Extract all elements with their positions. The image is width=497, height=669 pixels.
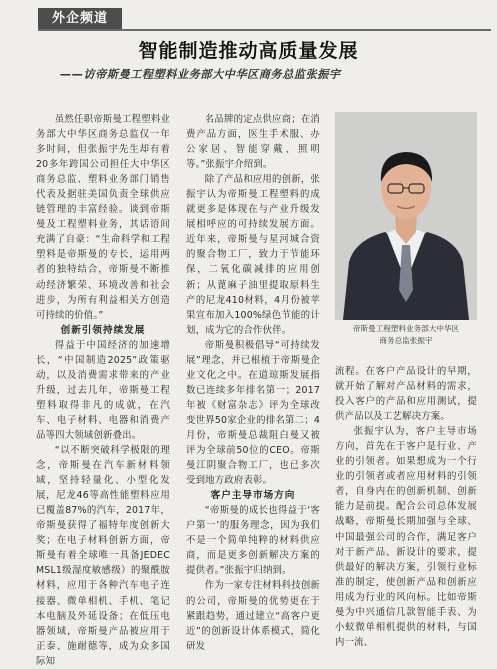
portrait-illustration — [335, 112, 477, 320]
article-subtitle: ——访帝斯曼工程塑料业务部大中华区商务总监张振宇 — [60, 68, 341, 81]
paragraph: 名品牌的定点供应商；在消费产品方面，医生手术服、办公家居、智能穿戴、照明等。”张振宇介绍到。 — [186, 114, 320, 171]
section-divider — [38, 29, 491, 31]
article-title: 智能制造推动高质量发展 — [138, 40, 359, 62]
section-heading: 客户主导市场方向 — [210, 490, 296, 502]
section-tag: 外企频道 — [38, 8, 122, 30]
column-1 — [36, 112, 170, 669]
section-heading: 创新引领持续发展 — [60, 324, 146, 336]
paragraph: 虽然任职帝斯曼工程塑料业务部大中华区商务总监仅一年多时间，但张振宇先生却有着20多年跨国公司担任大中华区商务总监、塑料业务部门销售代表及据驻美国负责全球供应链管理的丰富经验。谈到帝斯曼及工程塑料业务，其话语间充满了自豪：“生命科学和工程塑料是帝斯曼的专长，运用两者的独特结合，帝斯曼不断推动经济繁荣、环境改善和社会进步，为所有利益相关方创造可持续的价值。” — [36, 114, 170, 321]
paragraph: 作为一家专注材料科技创新的公司，帝斯曼的优势更在于紧跟趋势，通过建立“高客户更近”的创新设计体系模式，简化研发 — [186, 580, 320, 652]
paragraph: 除了产品和应用的创新，张振宇认为帝斯曼工程塑料的成就更多是体现在与产业升级发展相呼应的可持续发展方面。近年来，帝斯曼与星河城合资的聚合物工厂，致力于节能环保，二氧化碳减排的应用创新；从蓖麻子油里提取原料生产的尼龙410材料，4月份被苹果宣布加入100%绿色节能的计划，成为它的合作伙伴。 — [186, 174, 320, 336]
paragraph: 流程。在客户产品设计的早期，就开始了解对产品材料的需求，投入客户的产品和应用测试，提供产品以及工艺解决方案。 — [335, 366, 477, 423]
column-3 — [335, 364, 477, 650]
caption-line: 帝斯曼工程塑料业务部大中华区 — [352, 324, 460, 333]
paragraph: “帝斯曼的成长也得益于‘客户第一’的服务理念，因为我们不是一个简单纯粹的材料供应商，而是更多创新解决方案的提供者。”张振宇归纳到。 — [186, 505, 320, 577]
paragraph: 帝斯曼积极倡导“可持续发展”理念，并已根植于帝斯曼企业文化之中。在道琼斯发展指数已连续多年排名第一；2017年被《财富杂志》评为全球改变世界50家企业的排名第二；4月份，帝斯曼总裁阻白曼又被评为全球前50位的CEO。帝斯曼江阴聚合物工厂，也已多次受到地方政府表彰。 — [186, 339, 320, 487]
paragraph: 得益于中国经济的加速增长，“中国制造2025”政策驱动，以及消费需求带来的产业升级，过去几年，帝斯曼工程塑料取得非凡的成就，在汽车、电子材料、电器和消费产品等四大领域创新叠出。 — [36, 339, 170, 441]
photo-caption — [335, 323, 477, 347]
column-2 — [186, 112, 320, 654]
paragraph: 张振宇认为，客户主导市场方向，首先在于客户是行业、产业的引领者。如果想成为一个行业的引领者或者应用材料的引领者，自身内在的创新机制、创新能力是前提。配合公司总体发展战略，帝斯曼长期加强与全球、中国最强公司的合作，满足客户对于新产品、新设计的要求，提供最好的解决方案，引领行业标准的制定，使创新产品和创新应用成为行业的风向标。比如帝斯曼为中兴通信几款智能手表、为小蚁微单相机提供的材料，与国内一流、 — [335, 426, 477, 648]
caption-line: 商务总监张振宇 — [379, 336, 433, 345]
paragraph: “以不断突破科学极限的理念，帝斯曼在汽车新材料领域，坚持轻量化、小型化发展，尼龙46等高性能塑料应用已覆盖87%的汽车，2017年，帝斯曼获得了福特年度创新大奖；在电子材料创新方面，帝斯曼有着全球唯一具备JEDEC MSL1级湿度敏感级）的聚酰胺材料，应用于各种汽车电子连接器、微单相机、手机、笔记本电脑及外延设备；在低压电器领域，帝斯曼产品被应用于正泰、施耐德等，成为众多国际知 — [36, 445, 170, 667]
portrait-photo — [335, 112, 477, 320]
